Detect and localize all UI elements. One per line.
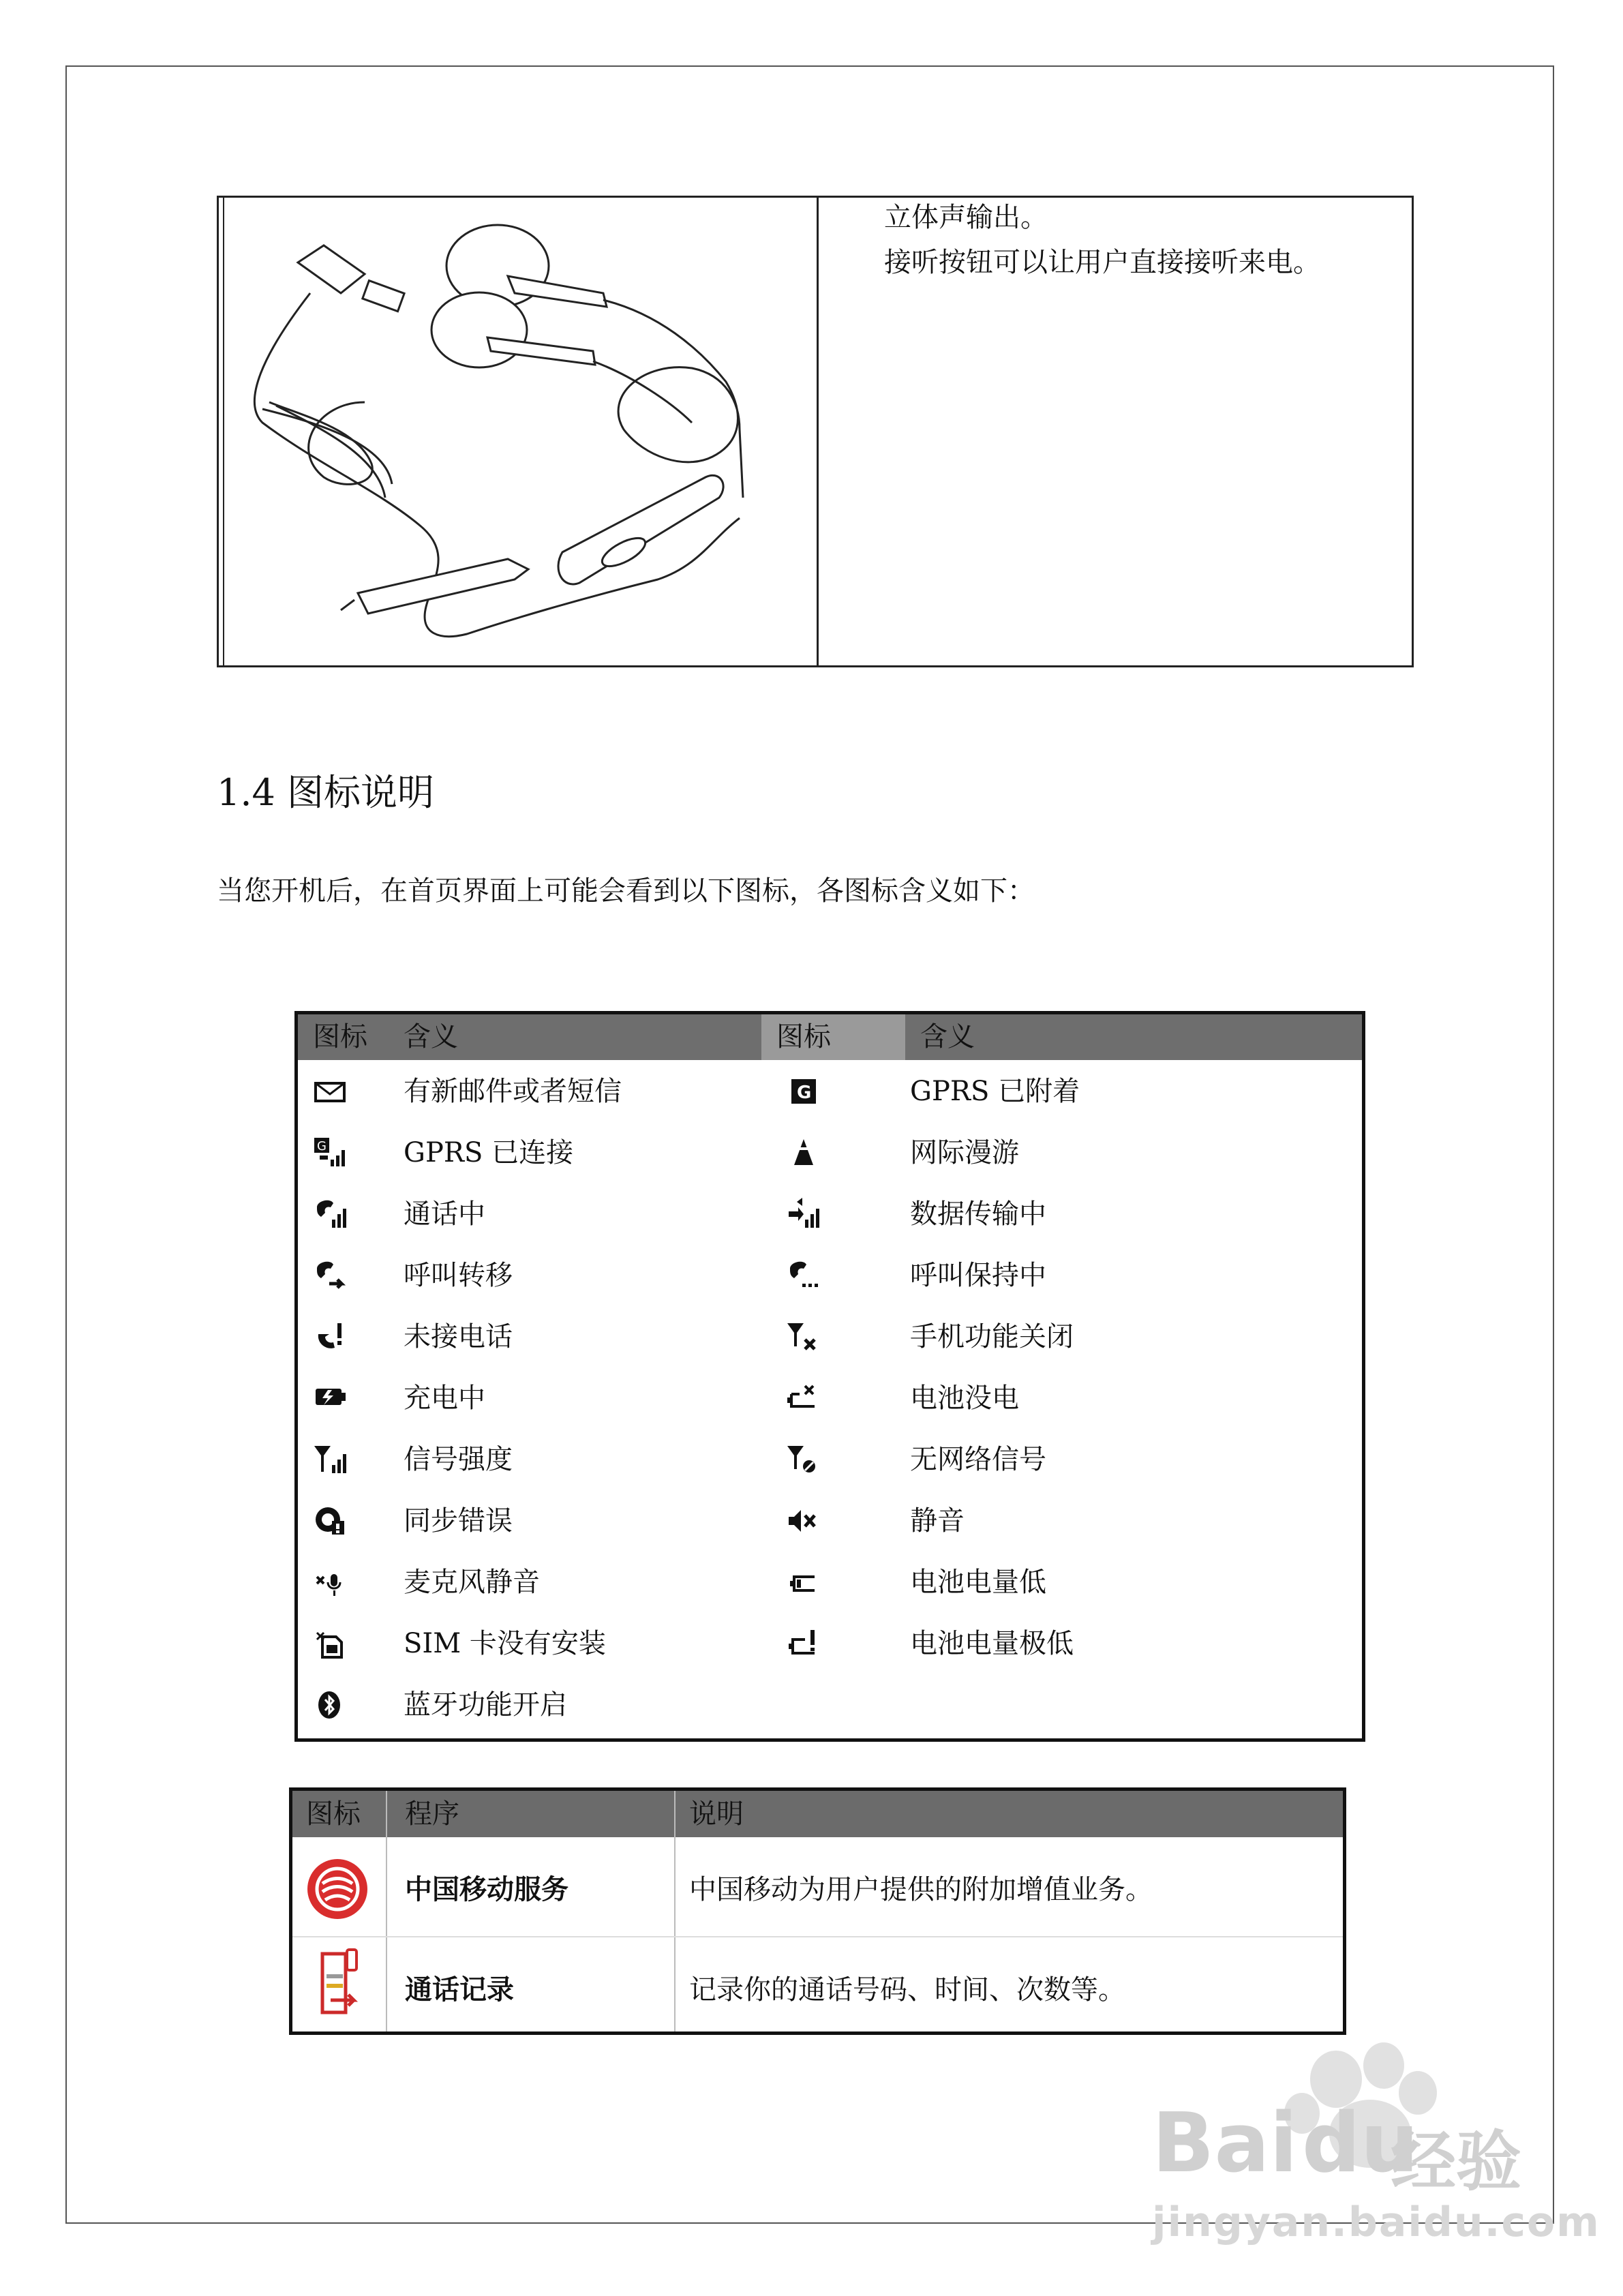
icon-row-left (298, 1061, 761, 1122)
headset-description-cell (819, 198, 1412, 665)
missed-call-icon (310, 1316, 351, 1357)
header-label-icon-1: 图标 (313, 1021, 367, 1053)
icon-meaning: 呼叫保持中 (910, 1260, 1046, 1291)
icon-table-header (298, 1014, 1362, 1060)
header-description: 说明 (689, 1798, 744, 1830)
charging-icon (310, 1378, 351, 1419)
header-icon-col-2 (761, 1014, 905, 1060)
mic-mute-icon (310, 1562, 351, 1603)
icon-row-left (298, 1429, 761, 1490)
sync-error-icon (310, 1500, 351, 1541)
call-forward-icon (310, 1255, 351, 1296)
program-name[interactable]: 通话记录 (405, 1974, 514, 2006)
icon-row-right (761, 1368, 1361, 1429)
icon-meaning: 信号强度 (404, 1444, 513, 1475)
icon-row-left (298, 1613, 761, 1674)
no-sim-icon (310, 1623, 351, 1664)
data-transfer-icon (783, 1194, 824, 1235)
icon-row-left (298, 1183, 761, 1245)
headset-desc-line-2: 接听按钮可以让用户直接接听来电。 (884, 247, 1320, 278)
program-table-header (292, 1791, 1343, 1837)
headset-desc-line-1: 立体声输出。 (884, 202, 1048, 233)
call-log-icon (312, 1946, 366, 2021)
watermark-brand-right: 经验 (1391, 2124, 1521, 2200)
program-row (292, 1937, 1343, 2036)
headset-illustration (222, 198, 815, 665)
icon-meaning: GPRS 已连接 (404, 1137, 574, 1168)
call-hold-icon (783, 1255, 824, 1296)
header-program: 程序 (405, 1798, 459, 1830)
no-signal-icon (783, 1439, 824, 1480)
svg-text:G: G (797, 1083, 812, 1103)
icon-row-left (298, 1122, 761, 1183)
roaming-icon (783, 1132, 824, 1173)
program-table (289, 1787, 1346, 2035)
icon-meaning: 有新邮件或者短信 (404, 1076, 622, 1107)
icon-meaning: 通话中 (404, 1198, 485, 1230)
headset-table (217, 196, 1414, 667)
svg-text:G: G (317, 1139, 327, 1153)
header-meaning-col-2 (905, 1014, 1362, 1060)
gprs-connected-icon (310, 1132, 351, 1173)
icon-meaning: 网际漫游 (910, 1137, 1019, 1168)
icon-row-right (761, 1245, 1361, 1306)
header-label-meaning-2: 含义 (920, 1021, 975, 1053)
header-icon-col-1 (298, 1014, 761, 1060)
header-label-icon-2: 图标 (776, 1021, 831, 1053)
icon-meaning: SIM 卡没有安装 (404, 1628, 606, 1659)
icon-meaning: 同步错误 (404, 1505, 513, 1537)
icon-meaning: 电池电量极低 (910, 1628, 1074, 1659)
icon-row-left (298, 1674, 761, 1736)
signal-strength-icon (310, 1439, 351, 1480)
icon-meaning: 充电中 (404, 1383, 485, 1414)
china-mobile-logo-icon (305, 1856, 370, 1922)
battery-low-icon (783, 1562, 824, 1603)
icon-table (294, 1011, 1365, 1742)
bluetooth-icon (310, 1685, 351, 1725)
phone-off-icon (783, 1316, 824, 1357)
icon-meaning: 电池电量低 (910, 1567, 1046, 1598)
section-intro: 当您开机后，在首页界面上可能会看到以下图标，各图标含义如下： (217, 875, 1035, 907)
program-description: 中国移动为用户提供的附加增值业务。 (689, 1874, 1153, 1905)
icon-row-right (761, 1613, 1361, 1674)
headset-image-cell (219, 198, 819, 665)
icon-row-left (298, 1245, 761, 1306)
icon-meaning: GPRS 已附着 (910, 1076, 1080, 1107)
program-name[interactable]: 中国移动服务 (405, 1874, 568, 1905)
icon-meaning: 蓝牙功能开启 (404, 1689, 567, 1721)
watermark-url: jingyan.baidu.com (1152, 2199, 1601, 2246)
battery-very-low-icon (783, 1623, 824, 1664)
icon-row-left (298, 1368, 761, 1429)
icon-meaning: 手机功能关闭 (910, 1321, 1074, 1353)
icon-meaning: 数据传输中 (910, 1198, 1046, 1230)
program-row (292, 1837, 1343, 1936)
mute-icon (783, 1500, 824, 1541)
section-heading: 1.4 图标说明 (217, 771, 435, 814)
watermark-brand-left: Bai (1152, 2096, 1298, 2191)
icon-meaning: 未接电话 (404, 1321, 513, 1353)
icon-row-left (298, 1552, 761, 1613)
icon-row-right (761, 1061, 1361, 1122)
icon-row-right (761, 1306, 1361, 1368)
icon-meaning: 电池没电 (910, 1383, 1019, 1414)
icon-row-left (298, 1306, 761, 1368)
icon-row-right (761, 1490, 1361, 1552)
icon-row-right (761, 1552, 1361, 1613)
watermark-brand-mid: du (1302, 2096, 1419, 2191)
battery-empty-icon (783, 1378, 824, 1419)
icon-meaning: 无网络信号 (910, 1444, 1046, 1475)
icon-meaning: 呼叫转移 (404, 1260, 513, 1291)
icon-row-right (761, 1183, 1361, 1245)
envelope-icon (310, 1071, 351, 1112)
icon-meaning: 静音 (910, 1505, 965, 1537)
header-label-meaning-1: 含义 (404, 1021, 458, 1053)
gprs-attached-icon (783, 1071, 824, 1112)
call-active-icon (310, 1194, 351, 1235)
header-icon: 图标 (306, 1798, 361, 1830)
icon-row-left (298, 1490, 761, 1552)
icon-row-right (761, 1122, 1361, 1183)
icon-row-right (761, 1429, 1361, 1490)
icon-meaning: 麦克风静音 (404, 1567, 540, 1598)
program-description: 记录你的通话号码、时间、次数等。 (689, 1974, 1125, 2006)
